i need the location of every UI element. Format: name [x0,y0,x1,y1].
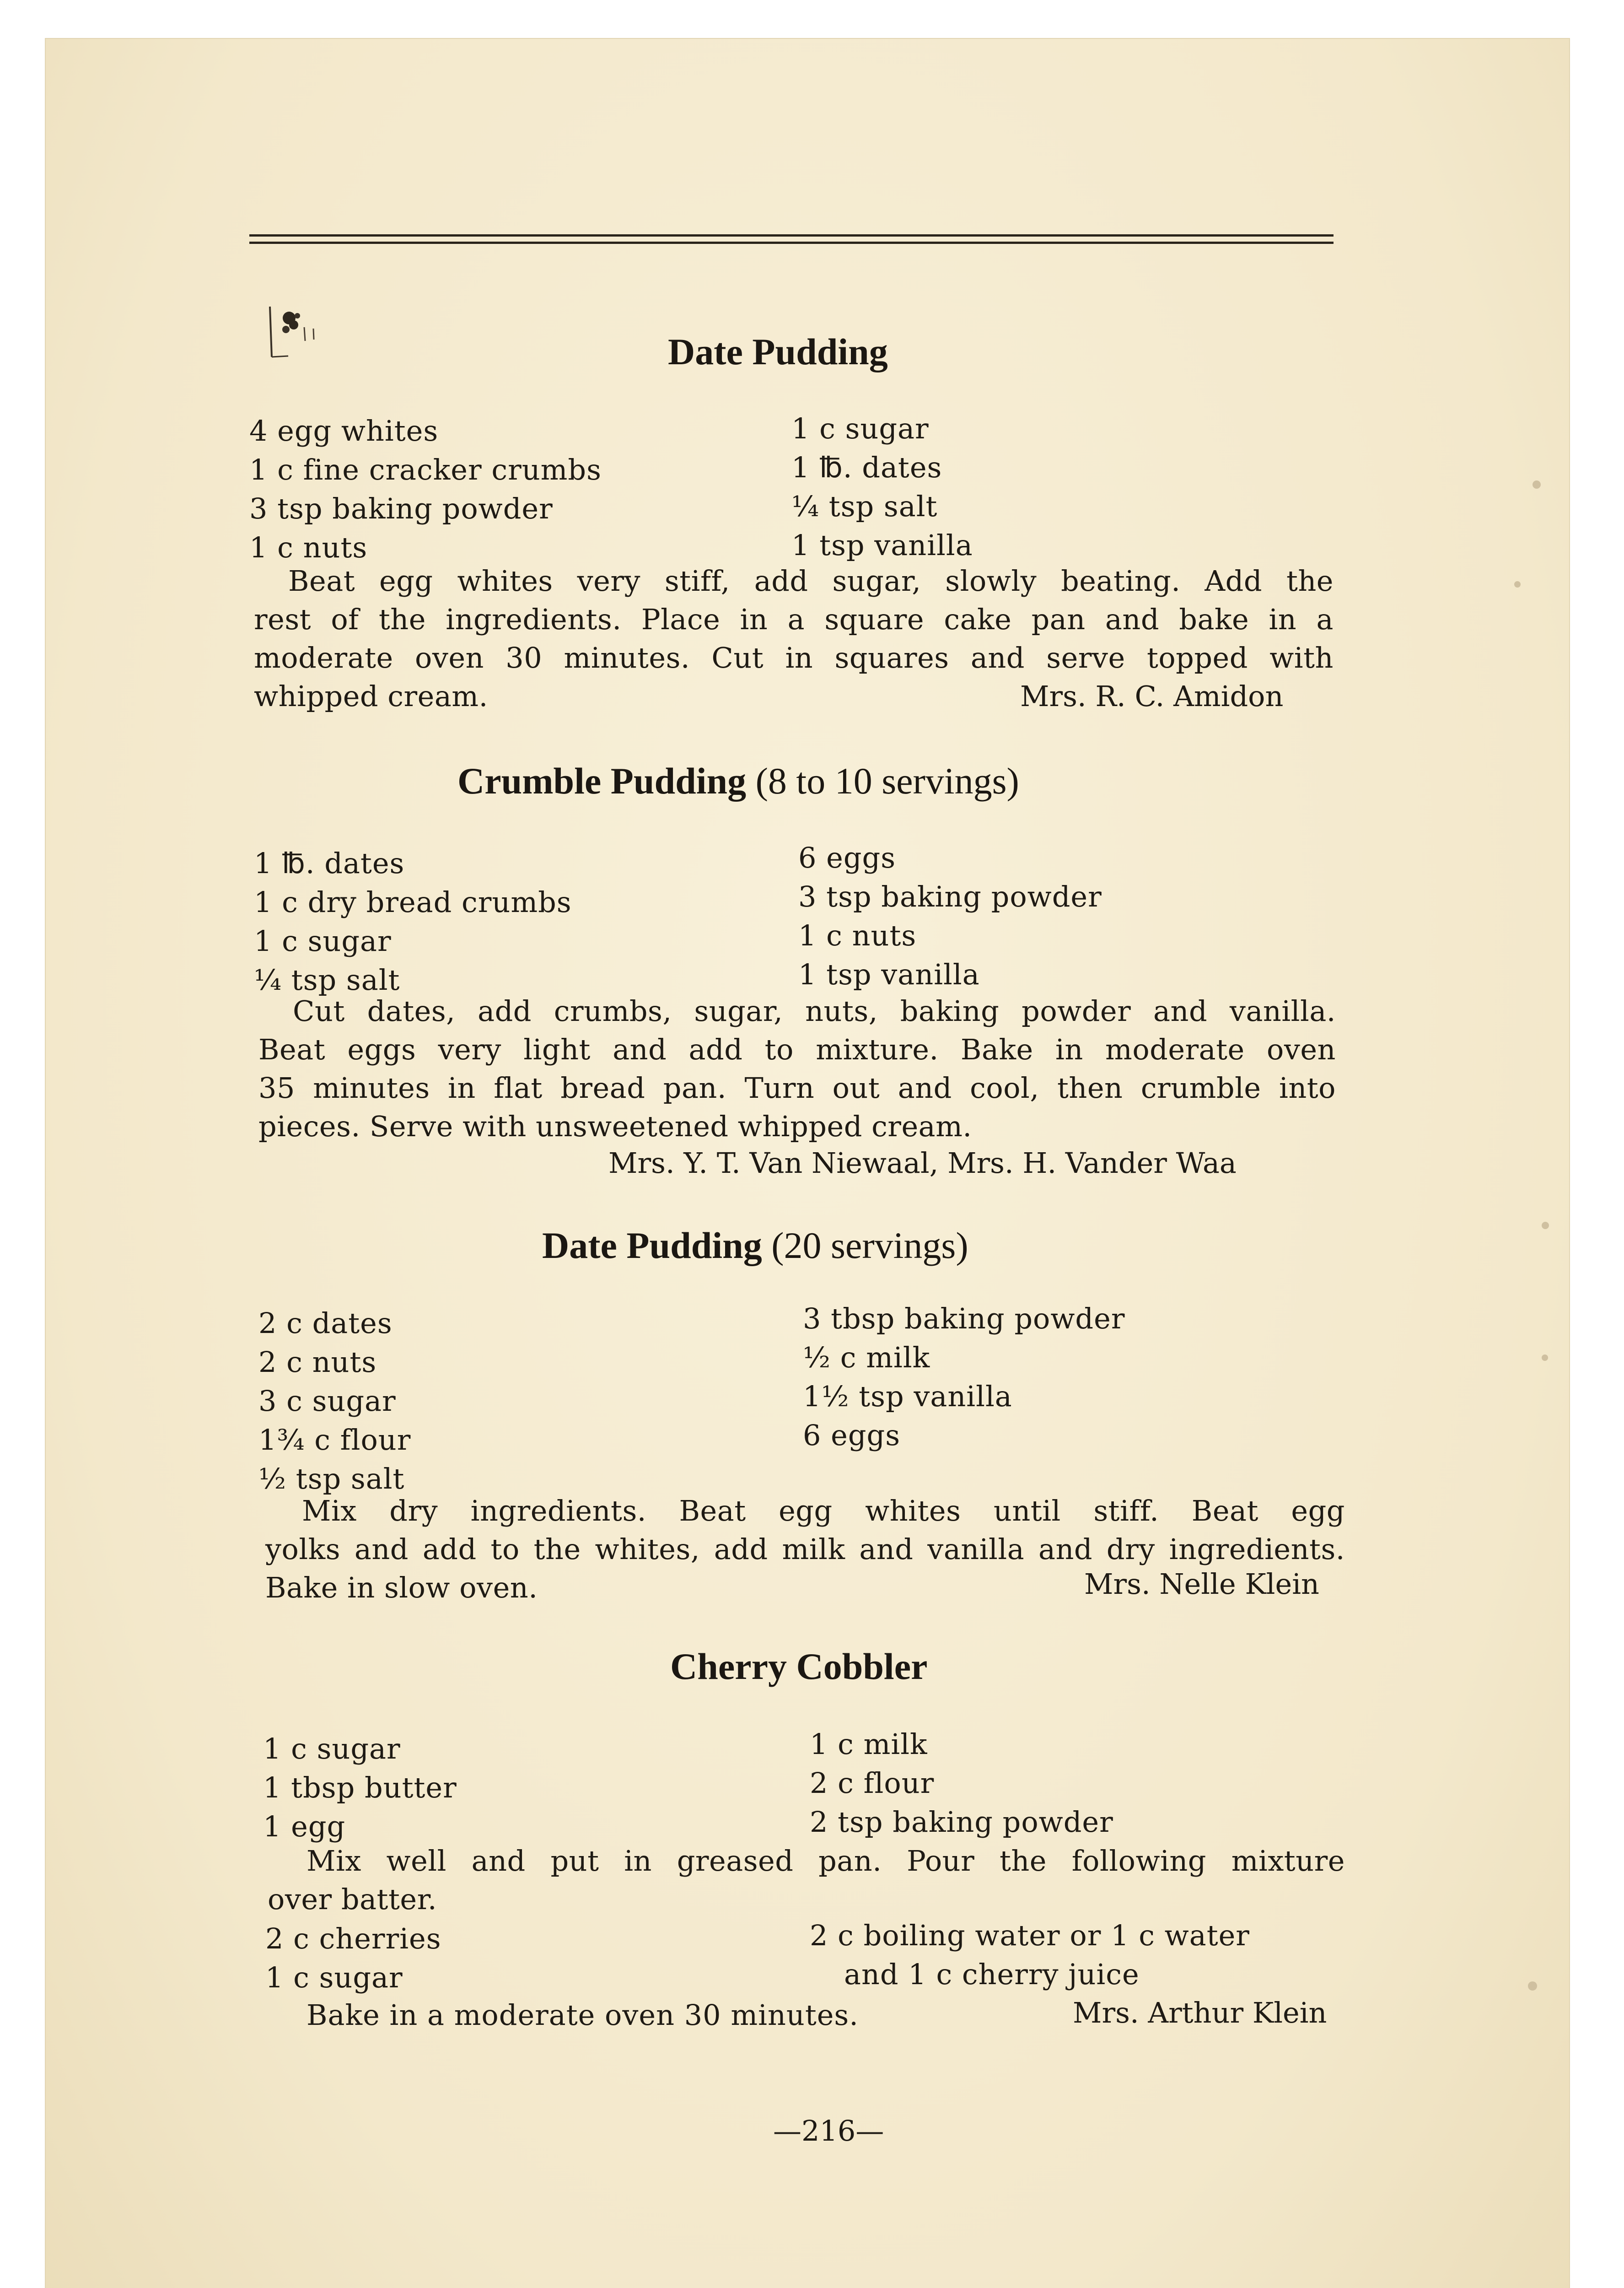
ingredient-left: 1 c fine cracker crumbs [249,453,602,486]
paper-speck [1542,1222,1549,1229]
ingredient-left: 1 c sugar [263,1732,401,1765]
top-rule-2 [249,242,1334,244]
topping-right: 2 c boiling water or 1 c water [810,1919,1250,1952]
ingredient-right: 2 c flour [810,1766,935,1800]
paper-speck [1514,581,1521,588]
ingredient-left: 1 ℔. dates [254,847,405,880]
ingredient-right: ½ c milk [803,1341,930,1374]
ingredient-right: 6 eggs [803,1419,901,1452]
ingredient-left: 1 c sugar [254,924,392,958]
recipe-author: Mrs. Arthur Klein [1073,1996,1327,2029]
topping-left: 1 c sugar [265,1961,403,1994]
recipe-instructions: Cut dates, add crumbs, sugar, nuts, baking powder and vanilla. Beat eggs very light and add to mixture. Bake in moderate oven 35 minutes in flat bread pan. Turn out and cool, then crumble into pieces. Serve with unsweetened whipped cream. [258,994,1336,1143]
ingredient-right: ¼ tsp salt [791,490,938,523]
top-rule-1 [249,234,1334,237]
recipe-title: Cherry Cobbler [670,1646,928,1687]
recipe-author: Mrs. Y. T. Van Niewaal, Mrs. H. Vander Waa [608,1146,1237,1180]
ingredient-right: 3 tbsp baking powder [803,1302,1125,1335]
ingredient-right: 1 tsp vanilla [791,529,973,562]
topping-left: 2 c cherries [265,1922,441,1955]
recipe-title: Date Pudding [668,331,888,372]
ingredient-right: 1 ℔. dates [791,451,942,484]
paper-speck [1533,480,1541,489]
recipe-instructions: Beat egg whites very stiff, add sugar, slowly beating. Add the rest of the ingredients. Place in a square cake pan and bake in a moderate oven 30 minutes. Cut in squares and serve topped with whipped cream. [254,564,1334,713]
recipe-title: Crumble Pudding (8 to 10 servings) [457,760,1019,802]
ingredient-right: 1 c sugar [791,412,929,445]
recipe-author: Mrs. Nelle Klein [1084,1567,1319,1601]
recipe-instructions: Mix well and put in greased pan. Pour the following mixture over batter. [268,1844,1345,1916]
ingredient-left: 1 tbsp butter [263,1771,457,1804]
ingredient-left: 2 c nuts [258,1345,377,1379]
recipe-author: Mrs. R. C. Amidon [1020,680,1284,713]
ingredient-left: 4 egg whites [249,414,439,448]
ingredient-right: 1 c nuts [798,919,917,952]
ingredient-left: 1¾ c flour [258,1423,411,1457]
ingredient-right: 6 eggs [798,841,896,874]
ingredient-right: 1 tsp vanilla [798,958,980,991]
ingredient-right: 2 tsp baking powder [810,1805,1113,1839]
ingredient-right: 3 tsp baking powder [798,880,1102,913]
topping-right: and 1 c cherry juice [844,1958,1140,1991]
page-number: —216— [773,2114,884,2148]
ink-smudge-icon [261,297,320,366]
ingredient-left: ¼ tsp salt [254,963,400,997]
recipe-title: Date Pudding (20 servings) [542,1225,968,1266]
recipe-instructions: Mix dry ingredients. Beat egg whites until stiff. Beat egg yolks and add to the whites, add milk and vanilla and dry ingredients. Bake in slow oven. [265,1494,1345,1604]
paper-speck [1528,1981,1537,1991]
ingredient-left: 1 c nuts [249,531,368,564]
ingredient-left: 1 c dry bread crumbs [254,885,572,919]
paper-speck [1542,1354,1548,1361]
ingredient-left: 3 tsp baking powder [249,492,553,525]
ingredient-left: 1 egg [263,1810,346,1843]
ingredient-right: 1 c milk [810,1727,928,1761]
ingredient-left: 2 c dates [258,1306,393,1340]
ingredient-left: 3 c sugar [258,1384,396,1418]
final-step: Bake in a moderate oven 30 minutes. [307,1998,859,2032]
ingredient-left: ½ tsp salt [258,1462,405,1495]
ingredient-right: 1½ tsp vanilla [803,1380,1012,1413]
